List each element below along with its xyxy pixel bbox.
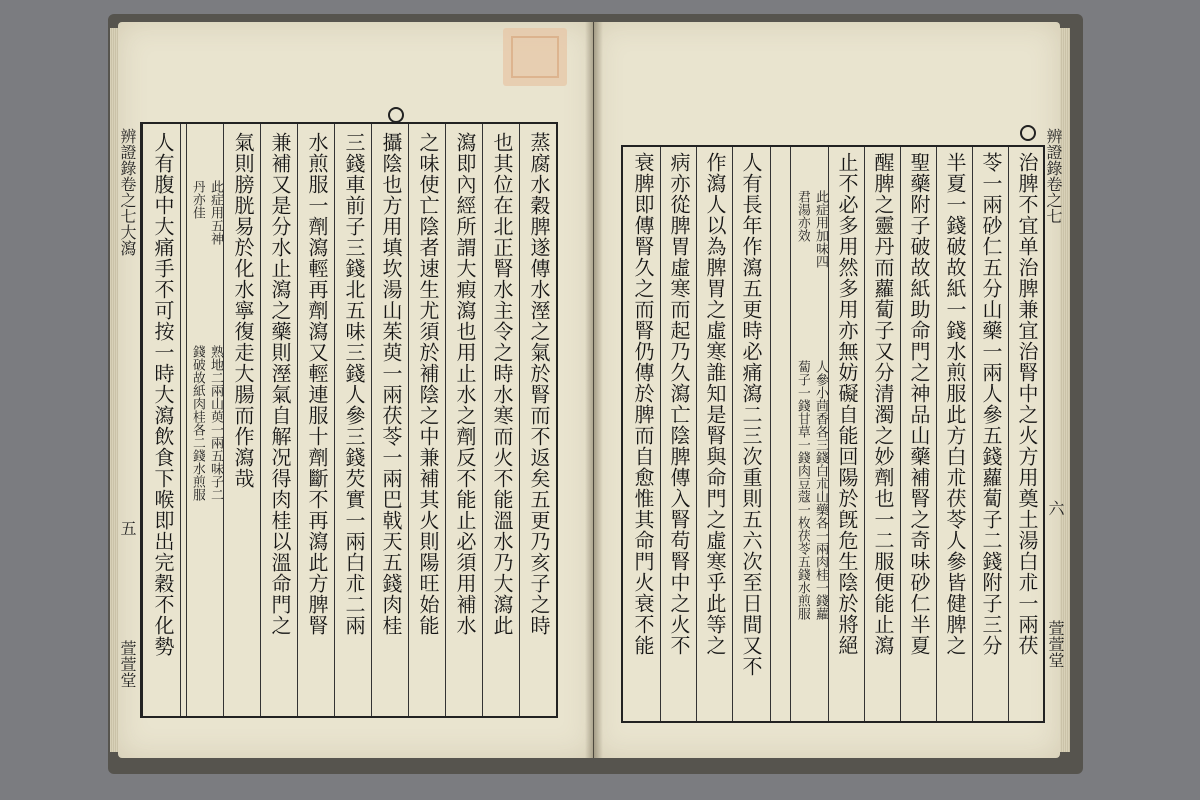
right-note-3: 人參小茴香各三錢白朮山藥各一兩肉桂一錢蘿	[813, 360, 828, 620]
left-note-4: 錢破故紙肉桂各二錢水煎服	[190, 345, 205, 501]
left-col-6: 三錢車前子三錢北五味三錢人參三錢芡實一兩白朮二兩	[342, 132, 366, 636]
left-col-5: 攝陰也方用填坎湯山茱萸一兩茯苓一兩巴戟天五錢肉桂	[379, 132, 403, 636]
right-col-10: 衰脾即傳腎久之而腎仍傳於脾而自愈惟其命門火衰不能	[631, 152, 655, 656]
left-col-3: 瀉即內經所謂大瘕瀉也用止水之劑反不能止必須用補水	[453, 132, 477, 636]
left-page-number: 五	[118, 520, 137, 536]
left-note-1: 此症用五神	[208, 180, 223, 245]
right-publisher: 萱萱堂	[1046, 620, 1065, 668]
right-note-4: 蔔子一錢甘草一錢肉豆蔻一枚茯苓五錢水煎服	[795, 360, 810, 620]
right-col-9: 病亦從脾胃虛寒而起乃久瀉亡陰脾傳入腎苟腎中之火不	[667, 152, 691, 656]
left-side-title: 辨證錄卷之七大瀉	[118, 128, 137, 256]
right-col-5: 醒脾之靈丹而蘿蔔子又分清濁之妙劑也一二服便能止瀉	[871, 152, 895, 656]
right-col-6: 止不必多用然多用亦無妨礙自能回陽於旣危生陰於將絕	[835, 152, 859, 656]
left-col-7: 水煎服一劑瀉輕再劑瀉又輕連服十劑斷不再瀉此方脾腎	[305, 132, 329, 636]
left-col-2: 也其位在北正腎水主令之時水寒而火不能溫水乃大瀉此	[490, 132, 514, 636]
left-note-3: 熟地二兩山萸一兩五味子二	[208, 345, 223, 501]
left-col-8: 兼補又是分水止瀉之藥則溼氣自解况得肉桂以溫命門之	[268, 132, 292, 636]
right-col-3: 半夏一錢破故紙一錢水煎服此方白朮茯苓人參皆健脾之	[943, 152, 967, 656]
left-note-2: 丹亦佳	[190, 180, 205, 219]
right-col-2: 苓一兩砂仁五分山藥一兩人參五錢蘿蔔子二錢附子三分	[979, 152, 1003, 656]
right-page-number: 六	[1046, 500, 1065, 516]
left-col-1: 蒸腐水穀脾遂傳水溼之氣於腎而不返矣五更乃亥子之時	[527, 132, 551, 636]
left-col-10: 人有腹中大痛手不可按一時大瀉飲食下喉即出完穀不化勢	[151, 132, 175, 657]
circle-mark-right	[1020, 125, 1036, 141]
right-side-title: 辨證錄卷之七	[1044, 128, 1063, 224]
gutter-shadow	[585, 22, 603, 758]
right-note-2: 君湯亦效	[795, 190, 810, 242]
circle-mark-left	[388, 107, 404, 123]
right-col-8: 作瀉人以為脾胃之虛寒誰知是腎與命門之虛寒乎此等之	[703, 152, 727, 656]
right-note-1: 此症用加味四	[813, 190, 828, 268]
left-col-4: 之味使亡陰者速生尤須於補陰之中兼補其火則陽旺始能	[416, 132, 440, 636]
right-col-1: 治脾不宜单治脾兼宜治腎中之火方用奠土湯白朮一兩茯	[1015, 152, 1039, 656]
left-col-9: 氣則膀胱易於化水寧復走大腸而作瀉哉	[231, 132, 255, 489]
right-col-4: 聖藥附子破故紙助命門之神品山藥補腎之奇味砂仁半夏	[907, 152, 931, 656]
right-col-7: 人有長年作瀉五更時必痛瀉二三次重則五六次至日間又不	[739, 152, 763, 677]
left-publisher: 萱萱堂	[118, 640, 137, 688]
ownership-seal	[503, 28, 567, 86]
